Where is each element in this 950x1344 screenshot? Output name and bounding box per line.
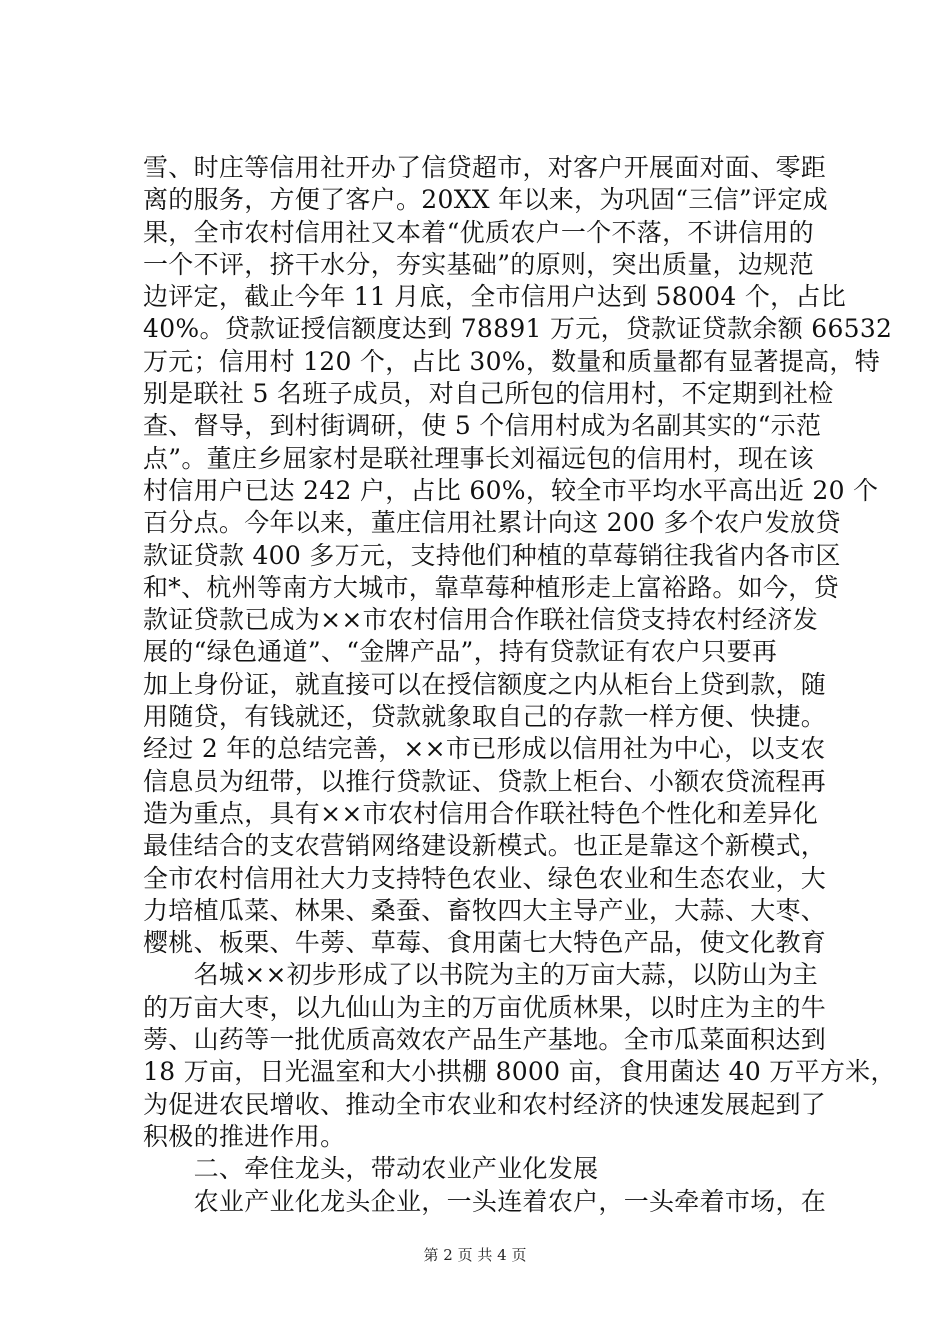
text-line: 展的“绿色通道”、“金牌产品”，持有贷款证有农户只要再 — [143, 637, 778, 667]
text-line: 百分点。今年以来，董庄信用社累计向这 200 多个农户发放贷 — [143, 508, 841, 538]
text-line: 果，全市农村信用社又本着“优质农户一个不落，不讲信用的 — [143, 217, 814, 247]
text-line: 离的服务，方便了客户。20XX 年以来，为巩固“三信”评定成 — [143, 185, 828, 215]
text-line: 蒡、山药等一批优质高效农产品生产基地。全市瓜菜面积达到 — [143, 1025, 827, 1055]
body-text — [143, 152, 896, 1218]
text-line: 用随贷，有钱就还，贷款就象取自己的存款一样方便、快捷。 — [143, 702, 827, 732]
text-line: 积极的推进作用。 — [143, 1121, 346, 1151]
text-line: 边评定，截止今年 11 月底，全市信用户达到 58004 个，占比 — [143, 282, 847, 312]
text-line: 为促进农民增收、推动全市农业和农村经济的快速发展起到了 — [143, 1089, 827, 1119]
text-line: 樱桃、板栗、牛蒡、草莓、食用菌七大特色产品，使文化教育 — [143, 928, 827, 958]
text-line: 40%。贷款证授信额度达到 78891 万元，贷款证贷款余额 66532 — [143, 314, 893, 344]
text-line: 农业产业化龙头企业，一头连着农户，一头牵着市场，在 — [143, 1186, 827, 1216]
text-line: 最佳结合的支农营销网络建设新模式。也正是靠这个新模式， — [143, 831, 827, 861]
text-line: 18 万亩，日光温室和大小拱棚 8000 亩，食用菌达 40 万平方米， — [143, 1057, 896, 1087]
page-footer: 第 2 页 共 4 页 — [423, 1246, 527, 1264]
text-line: 的万亩大枣，以九仙山为主的万亩优质林果，以时庄为主的牛 — [143, 992, 827, 1022]
text-line: 款证贷款 400 多万元，支持他们种植的草莓销往我省内各市区 — [143, 540, 841, 570]
text-line: 经过 2 年的总结完善，××市已形成以信用社为中心，以支农 — [143, 734, 826, 764]
text-line: 加上身份证，就直接可以在授信额度之内从柜台上贷到款，随 — [143, 669, 827, 699]
text-line: 二、牵住龙头，带动农业产业化发展 — [143, 1154, 599, 1184]
text-line: 造为重点，具有××市农村信用合作联社特色个性化和差异化 — [143, 798, 818, 828]
text-line: 雪、时庄等信用社开办了信贷超市，对客户开展面对面、零距 — [143, 153, 827, 182]
text-line: 信息员为纽带，以推行贷款证、贷款上柜台、小额农贷流程再 — [143, 766, 827, 796]
text-line: 全市农村信用社大力支持特色农业、绿色农业和生态农业，大 — [143, 863, 827, 893]
text-line: 名城××初步形成了以书院为主的万亩大蒜，以防山为主 — [143, 960, 818, 990]
text-line: 别是联社 5 名班子成员，对自己所包的信用村，不定期到社检 — [143, 379, 834, 409]
text-line: 点”。董庄乡屈家村是联社理事长刘福远包的信用村，现在该 — [143, 443, 814, 473]
text-line: 万元；信用村 120 个，占比 30%，数量和质量都有显著提高，特 — [143, 346, 881, 376]
text-line: 款证贷款已成为××市农村信用合作联社信贷支持农村经济发 — [143, 605, 818, 635]
text-line: 村信用户已达 242 户，占比 60%，较全市平均水平高出近 20 个 — [143, 475, 879, 505]
text-line: 查、督导，到村街调研，使 5 个信用村成为名副其实的“示范 — [143, 411, 822, 441]
text-line: 和*、杭州等南方大城市，靠草莓种植形走上富裕路。如今，贷 — [143, 572, 839, 602]
text-line: 一个不评，挤干水分，夯实基础”的原则，突出质量，边规范 — [143, 249, 814, 279]
text-line: 力培植瓜菜、林果、桑蚕、畜牧四大主导产业，大蒜、大枣、 — [143, 895, 827, 925]
